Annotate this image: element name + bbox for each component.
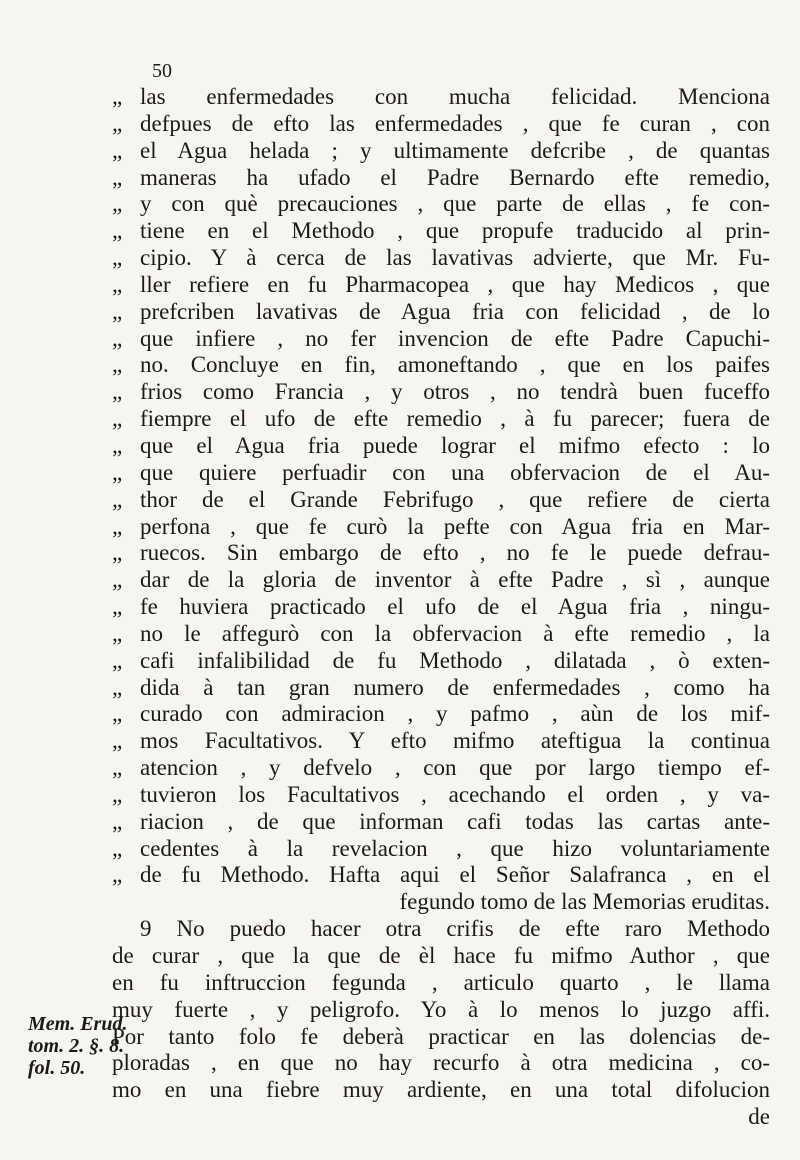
text-line: „ tiene en el Methodo , que propufe traducido al prin- — [112, 218, 770, 244]
text-line: ploradas , en que no hay recurfo à otra medicina , co- — [112, 1050, 770, 1076]
text-line: „ y con què precauciones , que parte de ellas , fe con- — [112, 191, 770, 217]
text-line: „ frios como Francia , y otros , no tendrà buen fuceffo — [112, 379, 770, 405]
text-line: en fu inftruccion fegunda , articulo quarto , le llama — [112, 969, 770, 995]
text-line: „ riacion , de que informan cafi todas las cartas ante- — [112, 808, 770, 834]
margin-note-line: tom. 2. §. 8. — [28, 1035, 125, 1057]
body-text — [112, 84, 770, 1131]
text-line: „ cedentes à la revelacion , que hizo voluntariamente — [112, 835, 770, 861]
text-line: „ maneras ha ufado el Padre Bernardo efte remedio, — [112, 164, 770, 190]
text-line: „ tuvieron los Facultativos , acechando el orden , y va- — [112, 781, 770, 807]
text-line: „ fiempre el ufo de efte remedio , à fu parecer; fuera de — [112, 406, 770, 432]
text-line: „ defpues de efto las enfermedades , que fe curan , con — [112, 110, 770, 136]
text-line: „ atencion , y defvelo , con que por largo tiempo ef- — [112, 755, 770, 781]
text-line: fegundo tomo de las Memorias eruditas. — [399, 889, 770, 915]
text-line: „ que quiere perfuadir con una obfervacion de el Au- — [112, 459, 770, 485]
text-line: mo en una fiebre muy ardiente, en una total difolucion — [112, 1077, 770, 1103]
text-line: „ el Agua helada ; y ultimamente defcribe , de quantas — [112, 137, 770, 163]
text-line: „ ruecos. Sin embargo de efto , no fe le puede defrau- — [112, 540, 770, 566]
margin-note-line: Mem. Erud. — [28, 1013, 128, 1035]
text-line: Por tanto folo fe deberà practicar en las dolencias de- — [112, 1023, 770, 1049]
text-line: muy fuerte , y peligrofo. Yo à lo menos lo juzgo affi. — [112, 996, 770, 1022]
text-line: de — [748, 1104, 770, 1130]
page-number: 50 — [152, 60, 172, 82]
text-line: „ dar de la gloria de inventor à efte Padre , sì , aunque — [112, 567, 770, 593]
text-line: „ que el Agua fria puede lograr el mifmo efecto : lo — [112, 432, 770, 458]
text-line: „ que infiere , no fer invencion de efte Padre Capuchi- — [112, 325, 770, 351]
text-line: „ las enfermedades con mucha felicidad. Menciona — [112, 84, 770, 109]
text-line: „ prefcriben lavativas de Agua fria con felicidad , de lo — [112, 298, 770, 324]
text-line: „ curado con admiracion , y pafmo , aùn de los mif- — [112, 701, 770, 727]
text-line: „ no. Concluye en fin, amoneftando , que en los paifes — [112, 352, 770, 378]
text-line: „ mos Facultativos. Y efto mifmo ateftigua la continua — [112, 728, 770, 754]
text-line: de curar , que la que de èl hace fu mifmo Author , que — [112, 943, 770, 968]
text-line: „ de fu Methodo. Hafta aqui el Señor Salafranca , en el — [112, 862, 770, 888]
text-line: „ no le affegurò con la obfervacion à efte remedio , la — [112, 620, 770, 646]
text-line: „ cipio. Y à cerca de las lavativas advierte, que Mr. Fu- — [112, 245, 770, 271]
text-line: 9 No puedo hacer otra crifis de efte raro Methodo — [140, 916, 770, 942]
text-line: „ cafi infalibilidad de fu Methodo , dilatada , ò exten- — [112, 647, 770, 673]
text-line: „ fe huviera practicado el ufo de el Agua fria , ningu- — [112, 594, 770, 620]
margin-note-line: fol. 50. — [28, 1057, 86, 1079]
text-line: „ perfona , que fe curò la pefte con Agua fria en Mar- — [112, 513, 770, 539]
text-line: „ thor de el Grande Febrifugo , que refiere de cierta — [112, 486, 770, 512]
text-line: „ ller refiere en fu Pharmacopea , que hay Medicos , que — [112, 271, 770, 297]
margin-note — [28, 1013, 128, 1079]
text-line: „ dida à tan gran numero de enfermedades , como ha — [112, 674, 770, 700]
